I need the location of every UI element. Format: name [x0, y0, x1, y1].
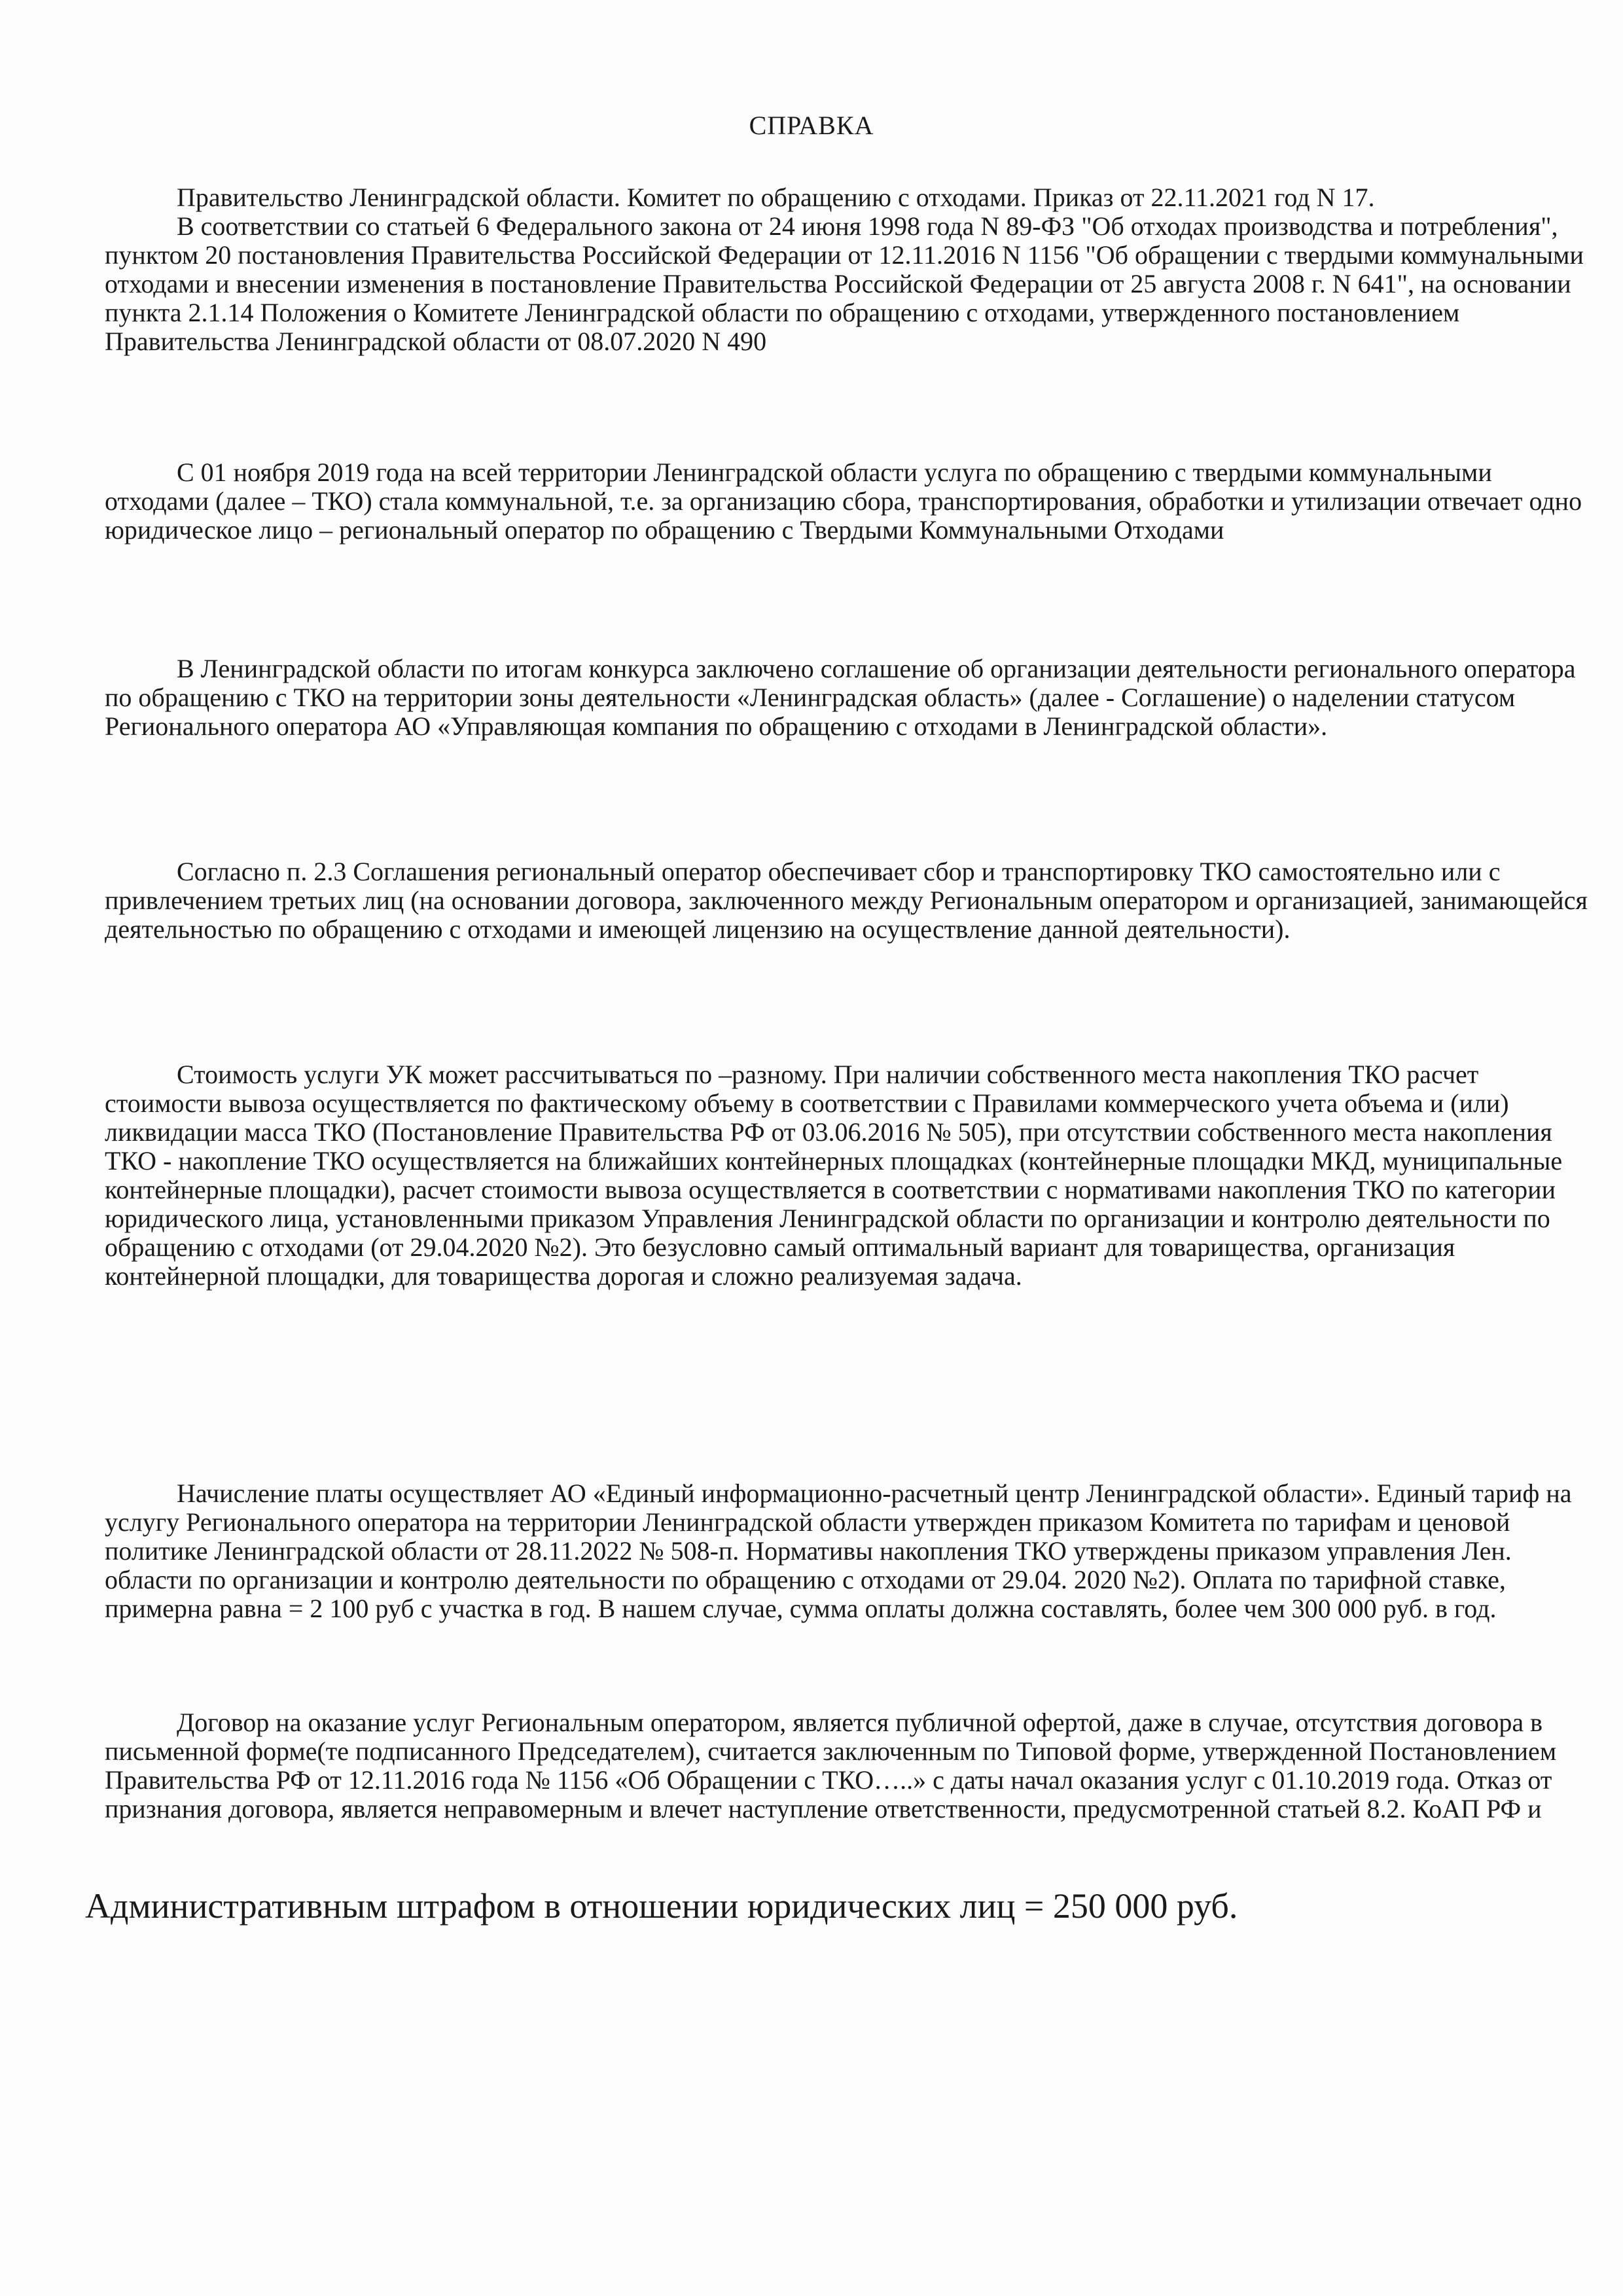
paragraph-service-status: С 01 ноября 2019 года на всей территории Ленинградской области услуга по обращению с твердыми коммунальными отходами (далее – ТКО) стала коммунальной, т.е. за организацию сбора, транспортирования, обработки и утилизации отвечает одно юридическое лицо – региональный оператор по обращению с Твердыми Коммунальными Отходами: [105, 457, 1582, 545]
paragraph-cost-calculation: Стоимость услуги УК может рассчитываться по –разному. При наличии собственного места накопления ТКО расчет стоимости вывоза осуществляется по фактическому объему в соответствии с Правилами коммерческого учета объема и (или) ликвидации масса ТКО (Постановление Правительства РФ от 03.06.2016 № 505), при отсутствии собственного места накопления ТКО - накопление ТКО осуществляется на ближайших контейнерных площадках (контейнерные площадки МКД, муниципальные контейнерные площадки), расчет стоимости вывоза осуществляется в соответствии с нормативами накопления ТКО по категории юридического лица, установленными приказом Управления Ленинградской области по организации и контролю деятельности по обращению с отходами (от 29.04.2020 №2). Это безусловно самый оптимальный вариант для товарищества, организация контейнерной площадки, для товарищества дорогая и сложно реализуемая задача.: [105, 1060, 1563, 1291]
paragraph-contract: Договор на оказание услуг Региональным оператором, является публичной офертой, даже в случае, отсутствия договора в письменной форме(те подписанного Председателем), считается заключенным по Типовой форме, утвержденной Постановлением Правительства РФ от 12.11.2016 года № 1156 «Об Обращении с ТКО…..» с даты начал оказания услуг с 01.10.2019 года. Отказ от признания договора, является неправомерным и влечет наступление ответственности, предусмотренной статьей 8.2. КоАП РФ и: [105, 1708, 1557, 1823]
paragraph-intro: [105, 183, 1590, 356]
paragraph-operator-duties: Согласно п. 2.3 Соглашения региональный оператор обеспечивает сбор и транспортировку ТКО самостоятельно или с привлечением третьих лиц (на основании договора, заключенного между Региональным оператором и организацией, занимающейся деятельностью по обращению с отходами и имеющей лицензию на осуществление данной деятельности).: [105, 857, 1588, 944]
paragraph-order-reference: Правительство Ленинградской области. Комитет по обращению с отходами. Приказ от 22.11.2021 год N 17.: [177, 183, 1375, 212]
paragraph-agreement: В Ленинградской области по итогам конкурса заключено соглашение об организации деятельности регионального оператора по обращению с ТКО на территории зоны деятельности «Ленинградская область» (далее - Соглашение) о наделении статусом Регионального оператора АО «Управляющая компания по обращению с отходами в Ленинградской области».: [105, 654, 1576, 741]
paragraph-billing: Начисление платы осуществляет АО «Единый информационно-расчетный центр Ленинградской области». Единый тариф на услугу Регионального оператора на территории Ленинградской области утвержден приказом Комитета по тарифам и ценовой политике Ленинградской области от 28.11.2022 № 508-п. Нормативы накопления ТКО утверждены приказом управления Лен. области по организации и контролю деятельности по обращению с отходами от 29.04. 2020 №2). Оплата по тарифной ставке, примерна равна = 2 100 руб с участка в год. В нашем случае, сумма оплаты должна составлять, более чем 300 000 руб. в год.: [105, 1479, 1572, 1623]
paragraph-legal-basis: В соответствии со статьей 6 Федерального закона от 24 июня 1998 года N 89-ФЗ "Об отходах производства и потребления", пунктом 20 постановления Правительства Российской Федерации от 12.11.2016 N 1156 "Об обращении с твердыми коммунальными отходами и внесении изменения в постановление Правительства Российской Федерации от 25 августа 2008 г. N 641", на основании пункта 2.1.14 Положения о Комитете Ленинградской области по обращению с отходами, утвержденного постановлением Правительства Ленинградской области от 08.07.2020 N 490: [105, 211, 1584, 356]
document-title: СПРАВКА: [749, 111, 874, 140]
paragraph-penalty: Административным штрафом в отношении юридических лиц = 250 000 руб.: [85, 1886, 1238, 1926]
